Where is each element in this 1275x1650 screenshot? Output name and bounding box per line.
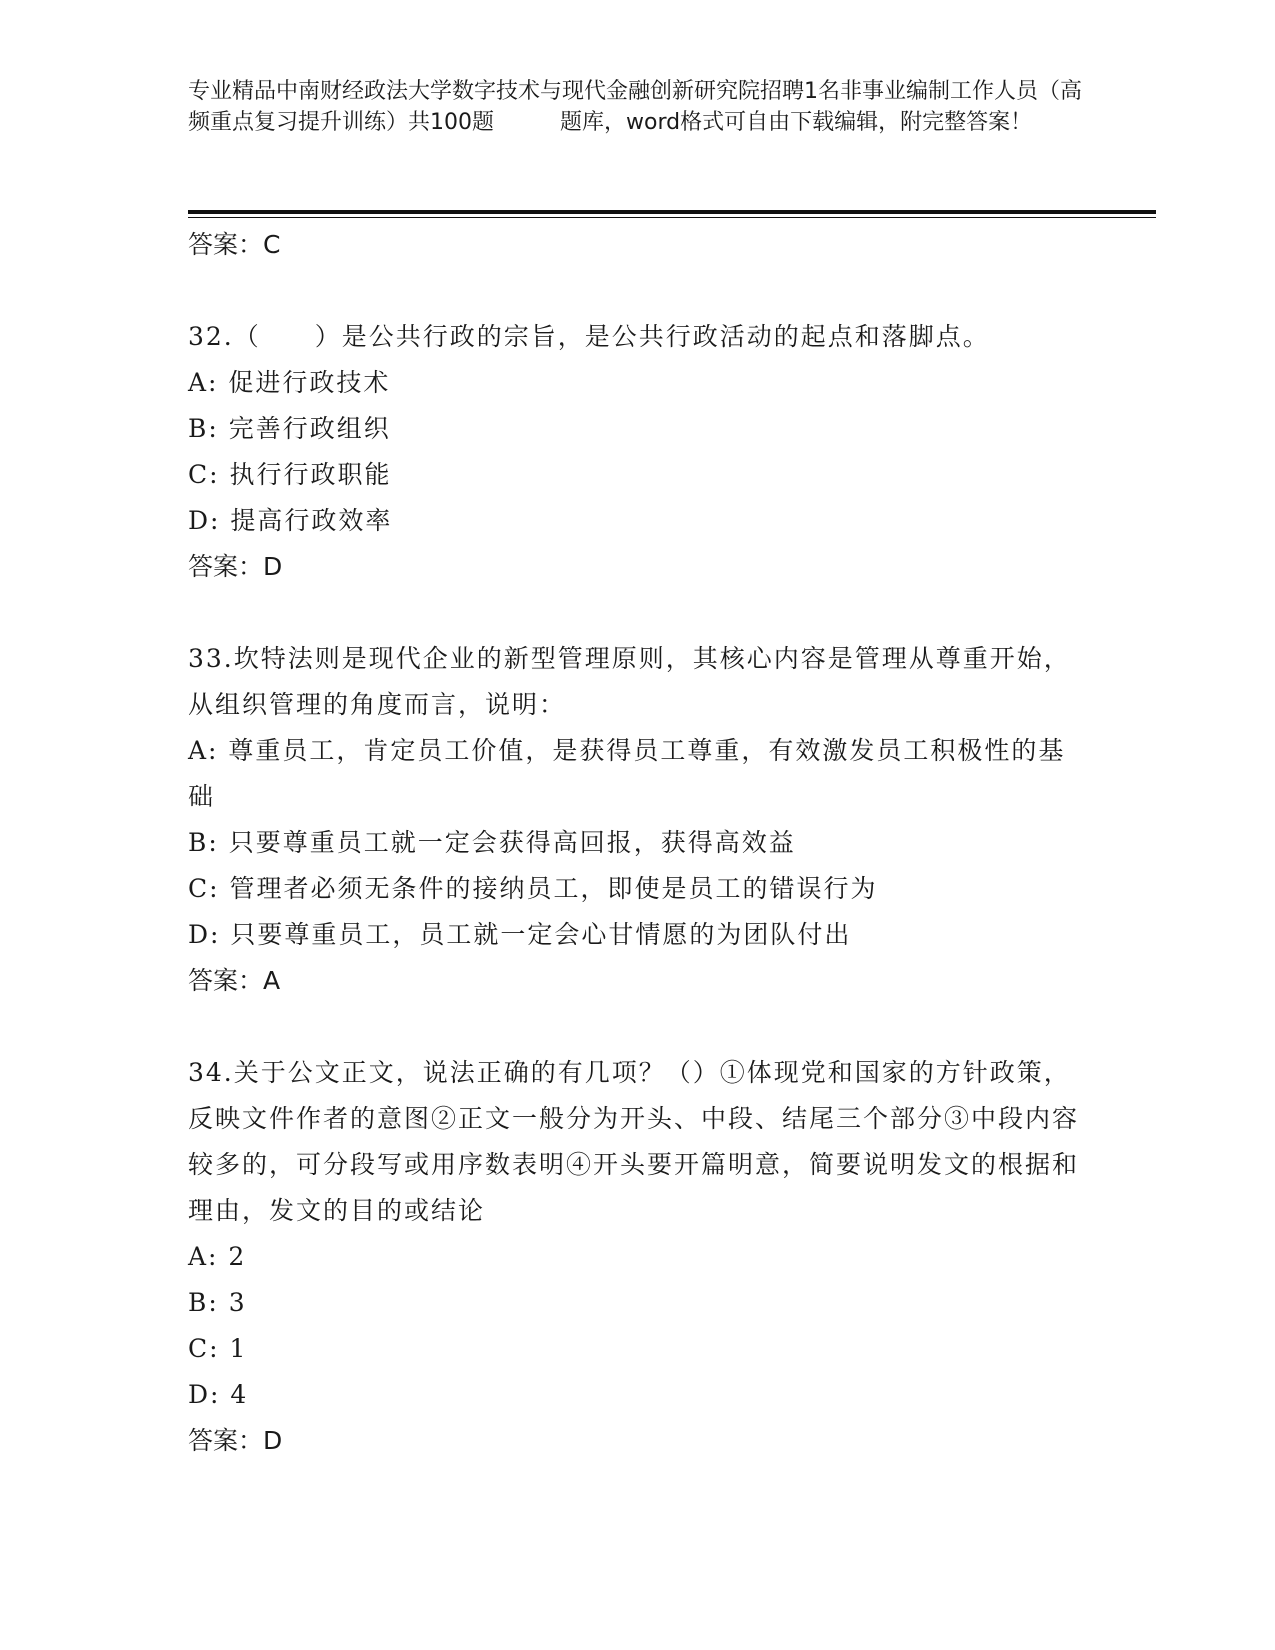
option-c: C: 执行行政职能 [188, 460, 392, 489]
header-divider-thick [188, 210, 1156, 214]
option-c: C: 1 [188, 1334, 248, 1363]
answer-line: 答案：D [188, 552, 283, 581]
question-content [188, 222, 1088, 1464]
option-b: B: 只要尊重员工就一定会获得高回报，获得高效益 [188, 828, 796, 857]
option-c: C: 管理者必须无条件的接纳员工，即使是员工的错误行为 [188, 874, 878, 903]
spacer [188, 1004, 1088, 1050]
question-stem: 32.（ ）是公共行政的宗旨，是公共行政活动的起点和落脚点。 [188, 322, 990, 351]
option-d: D: 4 [188, 1380, 249, 1409]
option-a: A: 促进行政技术 [188, 368, 391, 397]
question-stem: 34.关于公文正文，说法正确的有几项？（）①体现党和国家的方针政策，反映文件作者的意图②正文一般分为开头、中段、结尾三个部分③中段内容较多的，可分段写或用序数表明④开头要开篇明意，简要说明发文的根据和理由，发文的目的或结论 [188, 1058, 1080, 1225]
option-b: B: 3 [188, 1288, 247, 1317]
option-d: D: 只要尊重员工，员工就一定会心甘情愿的为团队付出 [188, 920, 852, 949]
spacer [188, 268, 1088, 314]
answer-line: 答案：D [188, 1426, 283, 1455]
question-stem: 33.坎特法则是现代企业的新型管理原则，其核心内容是管理从尊重开始，从组织管理的角度而言，说明： [188, 644, 1071, 719]
document-header: 专业精品中南财经政法大学数字技术与现代金融创新研究院招聘1名非事业编制工作人员（高频重点复习提升训练）共100题 题库，word格式可自由下载编辑，附完整答案！ [188, 79, 1083, 135]
option-a: A: 2 [188, 1242, 247, 1271]
option-a: A: 尊重员工，肯定员工价值，是获得员工尊重，有效激发员工积极性的基础 [188, 736, 1066, 811]
spacer [188, 590, 1088, 636]
option-d: D: 提高行政效率 [188, 506, 393, 535]
answer-line: 答案：C [188, 230, 281, 259]
header-divider-thin [188, 217, 1156, 218]
option-b: B: 完善行政组织 [188, 414, 391, 443]
answer-line: 答案：A [188, 966, 281, 995]
